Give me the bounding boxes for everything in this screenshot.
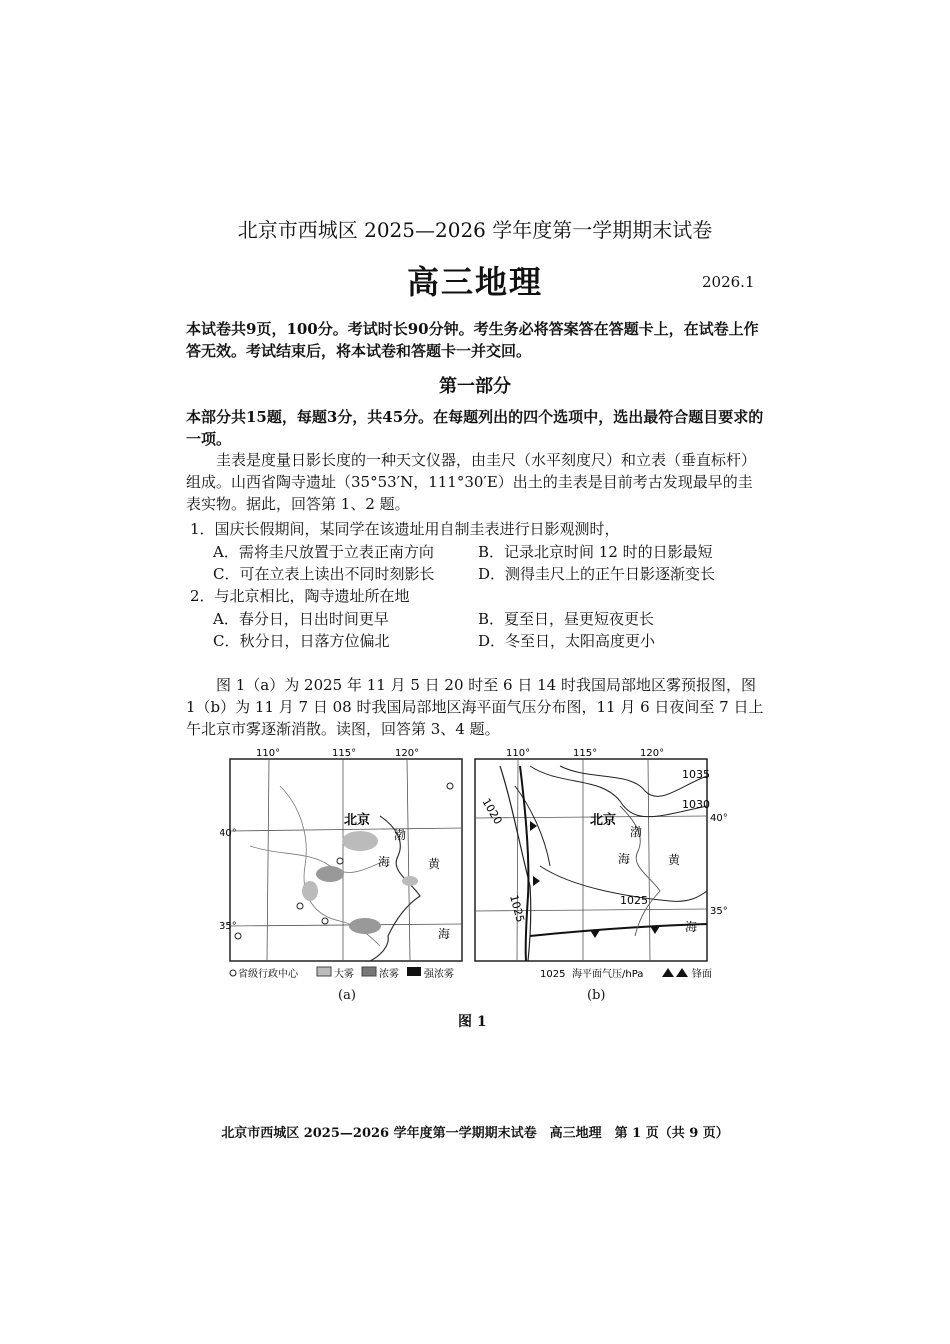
map-b-lon-110: 110° [506,748,531,759]
map-b-huang: 黄 [668,853,681,867]
map-b-hai2: 海 [685,920,698,934]
question-1-option-d: D．测得圭尺上的正午日影逐渐变长 [478,565,716,583]
map-a-legend-dense-symbol [362,967,376,976]
question-1-option-a: A．需将圭尺放置于立表正南方向 [213,543,434,561]
question-1-stem: 1．国庆长假期间，某同学在该遗址用自制圭表进行日影观测时， [190,520,620,538]
map-a-legend-dense: 浓雾 [379,969,399,980]
map-a-huang: 黄 [428,857,441,871]
map-a-beijing: 北京 [344,813,371,828]
exam-title: 北京市西城区 2025—2026 学年度第一学期期末试卷 [237,218,713,242]
part-title: 第一部分 [439,376,511,397]
part-intro: 本部分共15题，每题3分，共45分。在每题列出的四个选项中，选出最符合题目要求的一项。 [186,408,764,448]
map-b-isobar-1030: 1030 [682,798,710,811]
map-b-isobar-1025-b: 1025 [620,894,648,907]
map-a-fog-area [342,831,378,851]
map-a-bo: 渤 [394,828,407,842]
exam-date: 2026.1 [702,273,755,291]
instructions: 本试卷共9页，100分。考试时长90分钟。考生务必将答案答在答题卡上，在试卷上作答无效。考试结束后，将本试卷和答题卡一并交回。 [186,320,759,360]
passage-1: 圭表是度量日影长度的一种天文仪器，由圭尺（水平刻度尺）和立表（垂直标杆）组成。山西省陶寺遗址（35°53′N，111°30′E）出土的圭表是目前考古发现最早的圭表实物。据此，回答第 1、2 题。 [186,451,757,513]
map-a-hai1: 海 [378,855,391,869]
map-a-fog-area [402,876,418,886]
map-b-lat-35: 35° [710,906,728,917]
map-a-label: (a) [338,988,356,1003]
map-b-bo: 渤 [630,825,643,839]
map-a-fog-area [316,866,344,882]
question-1-option-b: B．记录北京时间 12 时的日影最短 [478,543,713,561]
map-b-lon-120: 120° [640,748,665,759]
map-b-isobar-1020: 1020 [479,796,505,827]
map-a [220,746,466,986]
map-a-legend-fog-symbol [317,967,331,976]
map-b-legend-pressure: 海平面气压/hPa [572,969,644,980]
map-b-label: (b) [587,988,606,1003]
map-a-hai2: 海 [438,927,451,941]
map-b-legend-value: 1025 [540,969,566,980]
map-b [470,746,732,986]
map-a-lat-40: 40° [220,828,237,839]
map-a-fog-area [302,881,318,901]
figure-caption: 图 1 [458,1014,487,1030]
question-2-option-c: C．秋分日，日落方位偏北 [213,632,390,650]
map-a-lat-35: 35° [220,921,237,932]
question-2-stem: 2．与北京相比，陶寺遗址所在地 [190,587,410,605]
map-a-svg [220,746,466,986]
subject-title: 高三地理 [406,263,543,301]
map-b-lon-115: 115° [573,748,598,759]
map-a-fog-area [349,918,381,934]
passage-2: 图 1（a）为 2025 年 11 月 5 日 20 时至 6 日 14 时我国局部地区雾预报图，图 1（b）为 11 月 7 日 08 时我国局部地区海平面气压分布图，11 月 6 日夜间至 7 日上午北京市雾逐渐消散。读图，回答第 3、4 题。 [186,676,764,738]
map-a-lon-110: 110° [256,748,281,759]
map-a-legend-heavy-symbol [407,967,421,976]
question-1-option-c: C．可在立表上读出不同时刻影长 [213,565,435,583]
map-a-lon-115: 115° [332,748,357,759]
map-b-lat-40: 40° [710,813,728,824]
map-a-legend-fog: 大雾 [334,969,354,980]
map-a-legend-heavy: 强浓雾 [424,969,454,980]
map-b-legend-front-symbol [662,968,674,977]
map-b-legend-front-symbol [676,968,688,977]
map-a-legend-capital: 省级行政中心 [238,969,298,980]
map-b-isobar-1025-a: 1025 [507,893,527,924]
map-a-legend-capital-symbol [230,970,236,976]
question-2-option-a: A．春分日，日出时间更早 [213,610,389,628]
map-b-svg [470,746,732,986]
map-a-lon-120: 120° [395,748,420,759]
map-b-isobar-1035: 1035 [682,768,710,781]
map-b-legend-front: 锋面 [692,969,712,980]
question-2-option-d: D．冬至日，太阳高度更小 [478,632,656,650]
page-footer: 北京市西城区 2025—2026 学年度第一学期期末试卷 高三地理 第 1 页（共 9 页） [221,1126,729,1141]
map-b-hai1: 海 [618,852,631,866]
question-2-option-b: B．夏至日，昼更短夜更长 [478,610,655,628]
map-b-beijing: 北京 [590,813,617,828]
